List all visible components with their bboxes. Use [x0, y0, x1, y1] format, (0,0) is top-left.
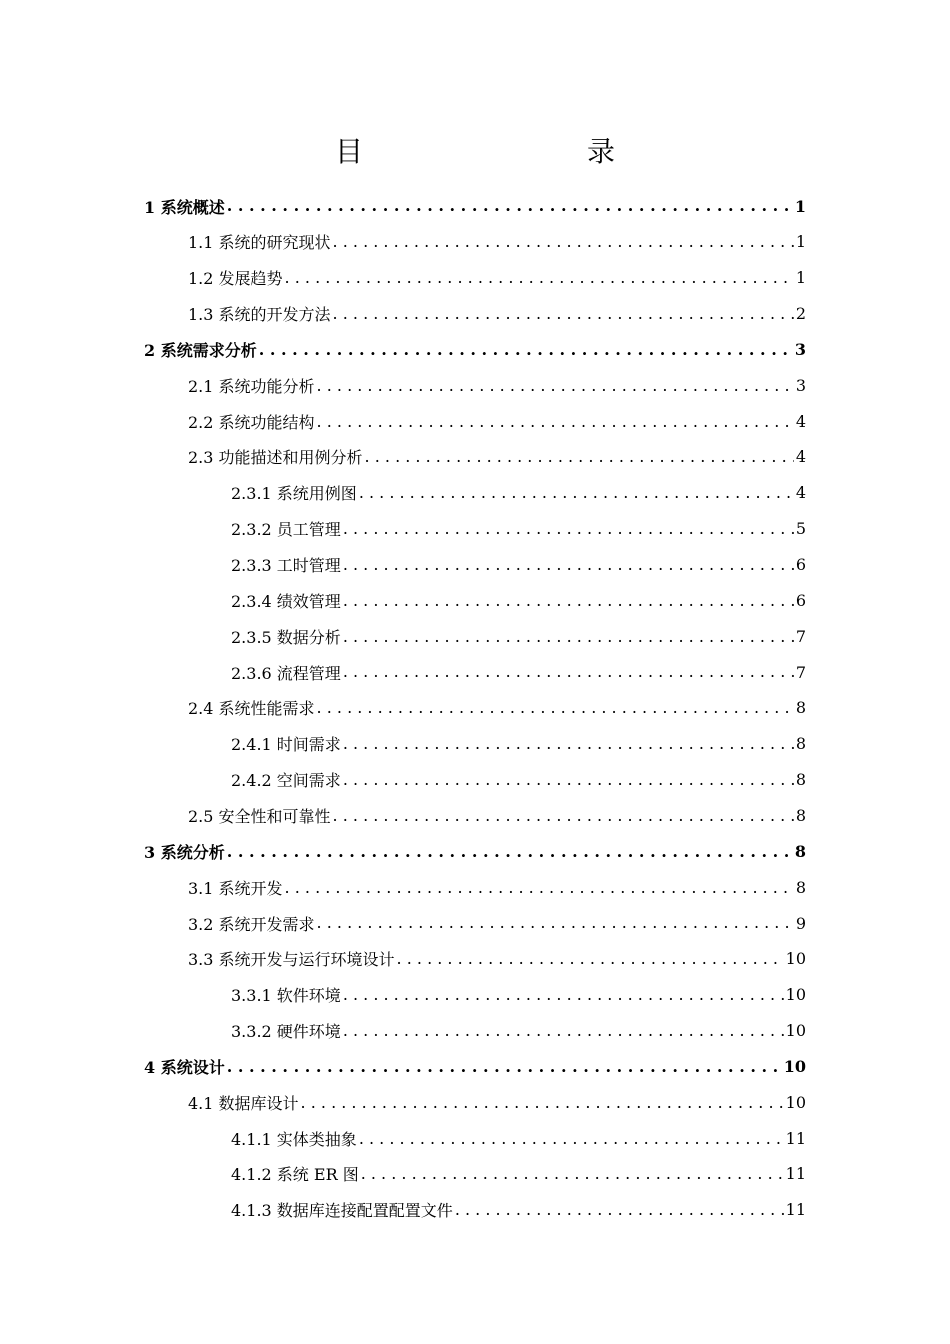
dot-leader — [317, 913, 794, 932]
toc-entry-page-number: 6 — [795, 555, 806, 574]
toc-entry[interactable] — [144, 1048, 806, 1084]
toc-entry[interactable] — [231, 654, 806, 690]
dot-leader — [317, 412, 794, 431]
toc-entry-label: 2.3.3 工时管理 — [231, 556, 341, 575]
toc-entry-label: 2 系统需求分析 — [144, 340, 257, 360]
toc-entry[interactable] — [188, 439, 806, 475]
toc-entry-page-number: 10 — [785, 1021, 806, 1041]
toc-entry-label: 1 系统概述 — [144, 197, 225, 217]
toc-entry[interactable] — [231, 762, 806, 798]
toc-entry-label: 2.3.4 绩效管理 — [231, 591, 341, 611]
toc-entry-label: 4 系统设计 — [144, 1057, 225, 1077]
toc-entry-page-number: 11 — [785, 1128, 806, 1148]
toc-entry-label: 3.3 系统开发与运行环境设计 — [188, 950, 395, 970]
toc-entry-page-number: 3 — [795, 375, 806, 395]
toc-entry-page-number: 1 — [795, 232, 806, 252]
toc-entry-page-number: 4 — [795, 411, 806, 431]
toc-entry[interactable] — [231, 511, 806, 547]
dot-leader — [343, 555, 794, 574]
dot-leader — [343, 519, 794, 538]
toc-entry-page-number: 4 — [795, 447, 806, 467]
toc-entry-page-number: 8 — [795, 698, 806, 718]
dot-leader — [343, 734, 794, 753]
toc-entry[interactable] — [231, 618, 806, 654]
toc-entry-label: 2.3.5 数据分析 — [231, 627, 341, 647]
dot-leader — [359, 483, 794, 502]
toc-entry[interactable] — [144, 331, 806, 367]
toc-entry-label: 1.3 系统的开发方法 — [188, 305, 331, 325]
toc-entry[interactable] — [188, 1084, 806, 1120]
toc-entry[interactable] — [231, 726, 806, 762]
toc-entry-page-number: 10 — [785, 1092, 806, 1112]
toc-entry-label: 2.4.2 空间需求 — [231, 771, 341, 791]
toc-entry[interactable] — [231, 1013, 806, 1049]
dot-leader — [361, 1164, 784, 1183]
toc-entry-label: 2.1 系统功能分析 — [188, 376, 315, 396]
toc-entry[interactable] — [231, 475, 806, 511]
toc-entry-label: 1.1 系统的研究现状 — [188, 233, 331, 253]
toc-entry-page-number: 1 — [794, 196, 806, 216]
dot-leader — [259, 340, 793, 359]
toc-entry-label: 1.2 发展趋势 — [188, 269, 283, 289]
toc-entry[interactable] — [231, 1192, 806, 1228]
dot-leader — [359, 1129, 784, 1148]
dot-leader — [343, 662, 794, 681]
dot-leader — [343, 627, 794, 646]
toc-entry-page-number: 11 — [785, 1200, 806, 1220]
toc-entry-label: 2.2 系统功能结构 — [188, 412, 315, 432]
toc-entry-page-number: 10 — [785, 985, 806, 1005]
toc-entry-label: 3.2 系统开发需求 — [188, 914, 315, 934]
toc-entry-page-number: 7 — [795, 662, 806, 682]
toc-entry-page-number: 6 — [795, 590, 806, 610]
dot-leader — [343, 591, 794, 610]
toc-entry-label: 2.3.6 流程管理 — [231, 663, 341, 683]
toc-entry-label: 2.3.2 员工管理 — [231, 520, 341, 540]
dot-leader — [227, 1057, 782, 1076]
dot-leader — [285, 878, 794, 897]
toc-entry-page-number: 2 — [795, 304, 806, 324]
toc-entry-label: 3.3.1 软件环境 — [231, 986, 341, 1006]
toc-entry-page-number: 1 — [795, 268, 806, 288]
toc-entry[interactable] — [144, 188, 806, 224]
toc-entry[interactable] — [188, 797, 806, 833]
toc-entry-label: 2.4 系统性能需求 — [188, 699, 315, 719]
dot-leader — [343, 770, 794, 789]
toc-entry[interactable] — [188, 905, 806, 941]
dot-leader — [317, 698, 794, 717]
toc-entry[interactable] — [231, 1120, 806, 1156]
toc-entry[interactable] — [231, 547, 806, 583]
toc-entry[interactable] — [144, 833, 806, 869]
toc-entry-label: 2.5 安全性和可靠性 — [188, 806, 331, 826]
toc-entry[interactable] — [188, 260, 806, 296]
toc-entry-label: 2.3 功能描述和用例分析 — [188, 448, 363, 468]
toc-entry-label: 4.1 数据库设计 — [188, 1093, 299, 1113]
dot-leader — [343, 985, 784, 1004]
dot-leader — [333, 232, 794, 251]
dot-leader — [227, 196, 793, 215]
toc-entry-label: 3.3.2 硬件环境 — [231, 1022, 341, 1042]
toc-entry[interactable] — [188, 869, 806, 905]
dot-leader — [397, 949, 784, 968]
dot-leader — [455, 1200, 784, 1219]
toc-entry[interactable] — [188, 224, 806, 260]
toc-entry-page-number: 8 — [795, 877, 806, 897]
toc-entry[interactable] — [188, 403, 806, 439]
toc-entry-label: 3.1 系统开发 — [188, 878, 283, 898]
dot-leader — [333, 304, 794, 323]
toc-entry[interactable] — [231, 582, 806, 618]
toc-entry-label: 2.3.1 系统用例图 — [231, 484, 357, 504]
toc-entry-page-number: 10 — [785, 949, 806, 969]
dot-leader — [365, 447, 794, 466]
toc-entry-label: 4.1.3 数据库连接配置配置文件 — [231, 1201, 453, 1221]
toc-entry-page-number: 9 — [795, 913, 806, 933]
toc-entry-page-number: 8 — [795, 805, 806, 825]
toc-entry[interactable] — [188, 690, 806, 726]
toc-entry-page-number: 3 — [794, 339, 806, 359]
toc-entry[interactable] — [231, 1156, 806, 1192]
toc-entry-label: 2.4.1 时间需求 — [231, 735, 341, 755]
toc-title: 目 录 — [334, 135, 671, 168]
toc-entry-label: 3 系统分析 — [144, 842, 225, 862]
toc-entry-page-number: 8 — [795, 770, 806, 790]
toc-entry-label: 4.1.1 实体类抽象 — [231, 1129, 357, 1149]
dot-leader — [227, 842, 793, 861]
dot-leader — [285, 268, 794, 287]
toc-entry[interactable] — [188, 367, 806, 403]
toc-entry-page-number: 10 — [783, 1056, 806, 1076]
dot-leader — [301, 1093, 784, 1112]
toc-entry[interactable] — [231, 977, 806, 1013]
toc-entry-label: 4.1.2 系统 ER 图 — [231, 1165, 359, 1185]
toc-entry-page-number: 4 — [795, 483, 806, 503]
toc-entry-page-number: 5 — [795, 519, 806, 539]
toc-entry-page-number: 11 — [785, 1164, 806, 1184]
dot-leader — [343, 1021, 784, 1040]
toc-entry-page-number: 8 — [794, 841, 806, 861]
toc-entry-page-number: 8 — [795, 734, 806, 754]
toc-entry[interactable] — [188, 296, 806, 332]
dot-leader — [317, 376, 794, 395]
toc-entry[interactable] — [188, 941, 806, 977]
toc-entry-page-number: 7 — [795, 626, 806, 646]
dot-leader — [333, 806, 794, 825]
